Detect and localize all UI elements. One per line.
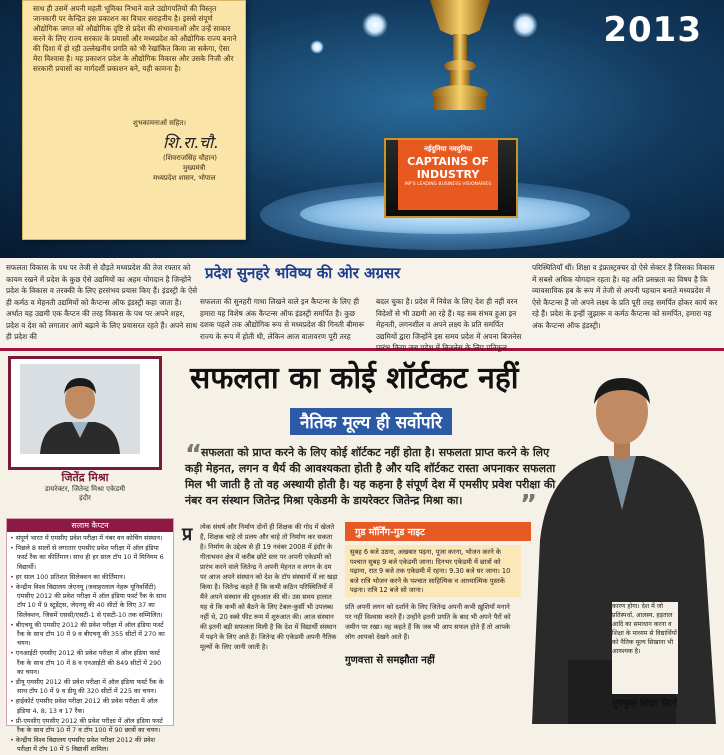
strip-column-4: परिस्थितियाँ थीं। शिक्षा व इंफ्रास्ट्रक्चर दो ऐसे सेक्टर हैं जिसका विकास में सबसे अधिक योगदान रहता है। यह अति प्रसन्नता का विषय है कि व्यावसायिक हब के रूप में तेजी से अपनी पहचान बनाते मध्यप्रदेश में ऐसे कैप्टन्स हैं जो अपने लक्ष्य के प्रति पूरी तरह समर्पित होकर कार्य कर रहे हैं। प्रदेश के इन्हीं जुझारू व कर्मठ कैप्टन्स को समर्पित, हमारा यह अंक कैप्टन्स ऑफ इंडस्ट्री। — [532, 263, 718, 330]
gurukul-heading: गुरुकुल शिक्षा पैटर्न — [612, 698, 678, 709]
list-item: • डीयू एमसीए 2012 की प्रवेश परीक्षा में ऑल इंडिया फर्स्ट रैंक के साथ टॉप 10 में 9 व डीयू की 320 सीटों में 225 का चयन। — [17, 678, 169, 696]
signatory-place: मध्यप्रदेश शासन, भोपाल — [153, 174, 216, 182]
strip-column-2: सफलता की सुनहरी गाथा लिखने वाले इन कैप्टन्स के लिए ही हमारा यह विशेष अंक कैप्टन्स ऑफ इंडस्ट्री समर्पित है। कुछ दशक पहले तक औद्योगिक रूप से मध्यप्रदेश की गिनती बीमारू राज्य के रूप में होती थी, लेकिन आज वातावरण पूरी तरह — [200, 297, 365, 341]
article-column-2: प्रति अपनी लगन को दर्शाने के लिए जितेन्द्र अपनी कभी ख़ुशियाँ मनाने पर नहीं विश्वास करते हैं। उन्होंने इतनी प्रगति के बाद भी अपने पैरों को जमीन पर रखा। वह कहते हैं कि जब भी आप सफल होते हैं तो आपके लोग आपको देखने आते हैं। — [345, 603, 511, 641]
person-city: इंदौर — [79, 494, 91, 502]
good-morning-body: सुबह 6 बजे उठना, अखबार पढ़ना, पूजा करना, भोजन करने के पश्चात सुबह 9 बजे एकेडमी जाना। दिनभर एकेडमी में छात्रों को पढ़ाना, रात 9 बजे तक एकेडमी में रहना। 9.30 बजे घर जाना। 10 बजे रात्रि भोजन करने के पश्चात साहित्यिक व आध्यात्मिक पुस्तकें पढ़ना। रात्रि 12 बजे सो जाना। — [350, 548, 511, 594]
trophy-icon — [420, 0, 500, 110]
plaque-title-line2: INDUSTRY — [416, 168, 480, 181]
plaque-title-line1: CAPTAINS OF — [407, 155, 489, 168]
spotlight-icon — [512, 12, 538, 38]
list-item: • संपूर्ण भारत में एमसीए प्रवेश परीक्षा में नंबर वन कोचिंग संस्थान। — [17, 534, 169, 543]
year-label: 2013 — [603, 10, 702, 50]
feature-quote — [185, 445, 565, 509]
feature-title: सफलता का कोई शॉर्टकट नहीं — [190, 361, 519, 396]
feature-subtitle: नैतिक मूल्य ही सर्वोपरि — [290, 408, 452, 435]
profile-photo — [20, 364, 140, 454]
list-item: • हाईकोर्ट एमसीए प्रवेश परीक्षा 2012 की प्रवेश परीक्षा में ऑल इंडिया 4, 8, 13 व 17 रैंक। — [17, 697, 169, 715]
list-item: • पिछले 8 सालों से लगातार एमसीए प्रवेश परीक्षा में ऑल इंडिया फर्स्ट रैंक का कीर्तिमान। साथ ही हर साल टॉप 10 में मिनिमम 6 विद्यार्थी। — [17, 544, 169, 572]
plaque-brand: नईदुनिया नवदुनिया — [423, 145, 473, 153]
signatory-role: मुख्यमंत्री — [183, 164, 206, 172]
letter-paragraph: साथ ही उसमें अपनी महती भूमिका निभाने वाले उद्योगपतियों की विस्तृत जानकारी पर केन्द्रित इस प्रकाशन का विचार सराहनीय है। इससे संपूर्ण औद्योगिक जगत को औद्योगिक दृष्टि से प्रदेश की संभावनाओं और उन्हें साकार करने के लिए राज्य सरकार के प्रयासों और मध्यप्रदेश को औद्योगिक राज्य बनाने की दिशा में हो रही उल्लेखनीय प्रगति को भी रेखांकित किया जा सकेगा, ऐसा मेरा विश्वास है। यह प्रकाशन प्रदेश के औद्योगिक विकास और उसके निजी और सरकारी प्रयासों का मार्गदर्शी प्रकाशन बने, यही कामना है। — [33, 4, 237, 73]
person-name: जितेंद्र मिश्रा — [61, 471, 109, 484]
spotlight-icon — [362, 12, 388, 38]
strip-column-3: बदल चुका है। प्रदेश में निवेश के लिए देश ही नहीं वरन विदेशों से भी उद्यमी आ रहे हैं। यह सब संभव हुआ इन मेहनती, लगनशील व अपने लक्ष्य के प्रति समर्पित उद्यमियों द्वारा जिन्होंने इस समय प्रदेश में अपना बिजनेस प्रारंभ किया जब प्रदेश में बिजनेस के लिए प्रतिकूल — [376, 297, 522, 352]
article-column-1: त्येक संघर्ष और निर्माण दोनों ही शिक्षक की गोद में खेलते हैं, शिक्षक चाहे तो प्रलय और चाहे तो निर्माण कर सकता है। निर्माण के उद्देश्य से ही 19 नवंबर 2008 में इंदौर के गीताभवन क्षेत्र में करीब छोटे स्तर पर अपनी एकेडमी को प्रारंभ करने वाले जितेन्द्र ने अपनी मेहनत व लगन के दम पर आज अपने संस्थान को देश के टॉप संस्थानों में ला खड़ा किया है। जितेन्द्र कहते हैं कि कभी कठिन परिस्थितियों में मैंने अपने संस्थान की शुरुआत की थी। उस समय हालात यह थे कि कभी को बैठने के लिए टेबल-कुर्सी भी उपलब्ध नहीं थे, 20 स्क्वे फीट रूम में शुरुआत की। आज संस्थान की इतनी बड़ी सफलता मिली है कि देश में विद्यार्थी संस्थान में पढ़ने के लिए आते हैं। जितेन्द्र की एकेडमी अपनी नैतिक मूल्यों के लिए जानी जाती है। — [200, 523, 338, 651]
letter-signature: शि.रा.चौ. — [163, 133, 219, 152]
salaam-heading: सलाम कैप्टन — [7, 519, 173, 532]
list-item: • केन्द्रीय विश्व विद्यालय एमसीए प्रवेश परीक्षा 2012 की प्रवेश परीक्षा में टॉप 10 में 5 विद्यार्थी शामिल। — [17, 736, 169, 754]
quote-open-icon: “ — [185, 440, 203, 470]
strip-column-1: सफलता विकास के पथ पर तेजी से दौड़ते मध्यप्रदेश की तेज रफ्तार को कायम रखने में प्रदेश के कुछ ऐसे उद्यमियों का अहम योगदान है जिन्होंने प्रदेश के विकास व तरक्की के लिए हरसंभव प्रयास किए हैं। इंडस्ट्री के ऐसे ही कर्मठ व मेहनती उद्यमियों को कैप्टन्स ऑफ इंडस्ट्री कहा जाता है। अर्थात यह उद्यमी एक कैप्टन की तरह विकास के पथ पर अपने शहर, प्रदेश व देश को लगातार आगे बढ़ाने के लिए प्रयासरत रहते हैं। अपने साथ ही प्रदेश की — [6, 263, 198, 341]
list-item: • केन्द्रीय विश्व विद्यालय जेएनयू (जवाहरलाल नेहरू यूनिवर्सिटी) एमसीए 2012 की प्रवेश परीक्षा में ऑल इंडिया फर्स्ट रैंक के साथ टॉप 10 में 9 स्टूडेंट्स, जेएनयू की 40 सीटों के लिए 37 का सिलेक्शन, जिसमें एससी/एसटी-1 से एसटी-10 तक सम्मिलित। — [17, 583, 169, 620]
person-role: डायरेक्टर, जितेन्द्र मिश्रा एकेडमी — [44, 485, 126, 493]
list-item: • प्री-एमसीए एमसीए 2012 की प्रवेश परीक्षा में ऑल इंडिया फर्स्ट रैंक के साथ टॉप 10 में 7 व टॉप 100 में 90 छात्रों का चयन। — [17, 717, 169, 735]
cm-letter — [22, 0, 246, 240]
trophy-plaque — [398, 140, 498, 210]
plaque-tagline: MP'S LEADING BUSINESS VISIONARIES — [404, 182, 492, 187]
quality-heading: गुणवत्ता से समझौता नहीं — [345, 655, 435, 666]
quote-text: सफलता को प्राप्त करने के लिए कोई शॉर्टकट नहीं होता है। सफलता प्राप्त करने के लिए कड़ी मेहनत, लगन व धैर्य की आवश्यकता होती है और यदि शॉर्टकट रास्ता अपनाकर सफलता मिल भी जाती है तो वह अस्थायी होती है। यह कहना है संपूर्ण देश में एमसीए प्रवेश परीक्षा की नंबर वन संस्थान जितेन्द्र मिश्रा एकेडमी के डायरेक्टर जितेन्द्र मिश्रा का। — [185, 446, 556, 507]
good-morning-box — [345, 545, 521, 597]
good-morning-heading: गुड मॉर्निंग-गुड नाइट — [345, 522, 531, 541]
article-column-3: कारण होगा। देश में जो प्रतिस्पर्धा, आलस्य, हड़ताल आदि का समाधान करना व शिक्षा के माध्यम से विद्यार्थियों को नैतिक मूल्य सिखाना भी आवश्यक है। — [612, 602, 678, 694]
quote-close-icon: ” — [520, 490, 538, 520]
list-item: • हर साल 100 प्रतिशत सिलेक्शन का कीर्तिमान। — [17, 573, 169, 582]
spotlight-icon — [310, 40, 324, 54]
letter-greeting: शुभकामनाओं सहित। — [133, 119, 187, 127]
article-dropcap: प्र — [182, 524, 193, 545]
strip-headline: प्रदेश सुनहरे भविष्य की ओर अग्रसर — [205, 264, 401, 282]
list-item: • बीएचयू की एमसीए 2012 की प्रवेश परीक्षा में ऑल इंडिया फर्स्ट रैंक के साथ टॉप 10 में 9 व बीएचयू की 355 सीटों में 270 का चयन। — [17, 621, 169, 649]
list-item: • एनआईटी एमसीए 2012 की प्रवेश परीक्षा में ऑल इंडिया फर्स्ट रैंक के साथ टॉप 10 में 8 व एनआईटी की 849 सीटों में 290 का चयन। — [17, 649, 169, 677]
signatory-name: (शिवराजसिंह चौहान) — [163, 154, 217, 162]
achievements-list — [7, 532, 173, 755]
profile-caption — [8, 470, 162, 503]
salaam-captain-box — [6, 518, 174, 754]
